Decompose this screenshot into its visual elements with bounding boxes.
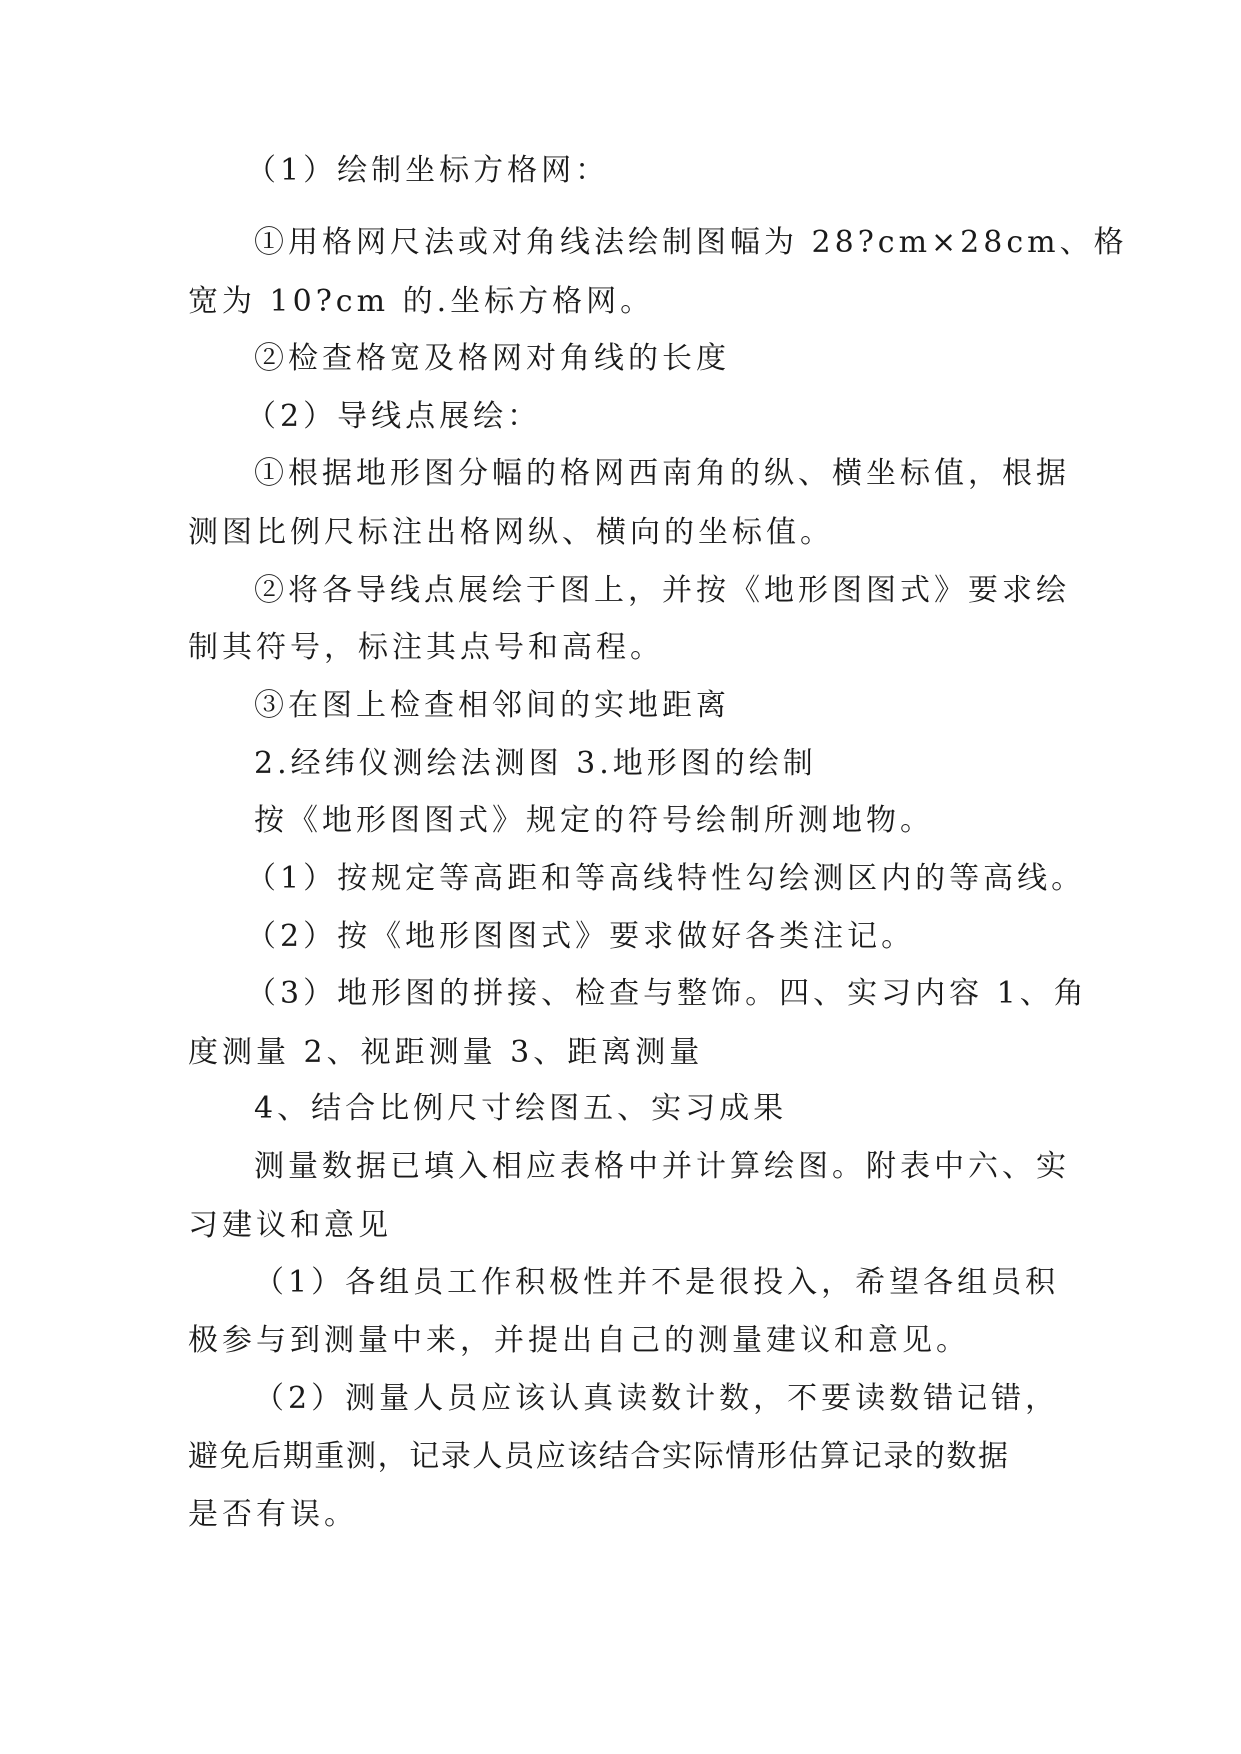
text-line: ②检查格宽及格网对角线的长度 <box>254 341 730 376</box>
text-line: ①根据地形图分幅的格网西南角的纵、横坐标值，根据 <box>254 456 1070 491</box>
text-line: （1）各组员工作积极性并不是很投入，希望各组员积 <box>254 1265 1060 1300</box>
text-line: 4、结合比例尺寸绘图五、实习成果 <box>254 1091 788 1126</box>
text-line: （1）绘制坐标方格网： <box>246 153 610 188</box>
text-line: 极参与到测量中来，并提出自己的测量建议和意见。 <box>188 1323 970 1358</box>
text-line: （2）导线点展绘： <box>246 399 542 434</box>
text-line: 习建议和意见 <box>188 1208 392 1243</box>
text-line: 避免后期重测，记录人员应该结合实际情形估算记录的数据 <box>188 1439 1010 1474</box>
text-line: 按《地形图图式》规定的符号绘制所测地物。 <box>254 803 934 838</box>
text-line: 2.经纬仪测绘法测图 3.地形图的绘制 <box>254 746 817 781</box>
text-line: （1）按规定等高距和等高线特性勾绘测区内的等高线。 <box>246 861 1086 896</box>
text-line: ①用格网尺法或对角线法绘制图幅为 28?cm×28cm、格 <box>254 225 1128 260</box>
text-line: ②将各导线点展绘于图上，并按《地形图图式》要求绘 <box>254 573 1070 608</box>
text-line: （2）按《地形图图式》要求做好各类注记。 <box>246 919 916 954</box>
text-line: （3）地形图的拼接、检查与整饰。四、实习内容 1、角 <box>246 976 1088 1011</box>
text-line: （2）测量人员应该认真读数计数，不要读数错记错， <box>254 1381 1060 1416</box>
text-line: 测量数据已填入相应表格中并计算绘图。附表中六、实 <box>254 1149 1070 1184</box>
text-line: 度测量 2、视距测量 3、距离测量 <box>188 1035 704 1070</box>
text-line: 制其符号，标注其点号和高程。 <box>188 630 664 665</box>
text-line: 宽为 10?cm 的.坐标方格网。 <box>188 284 655 319</box>
text-line: 测图比例尺标注出格网纵、横向的坐标值。 <box>188 515 834 550</box>
text-line: ③在图上检查相邻间的实地距离 <box>254 688 730 723</box>
text-line: 是否有误。 <box>188 1497 358 1532</box>
